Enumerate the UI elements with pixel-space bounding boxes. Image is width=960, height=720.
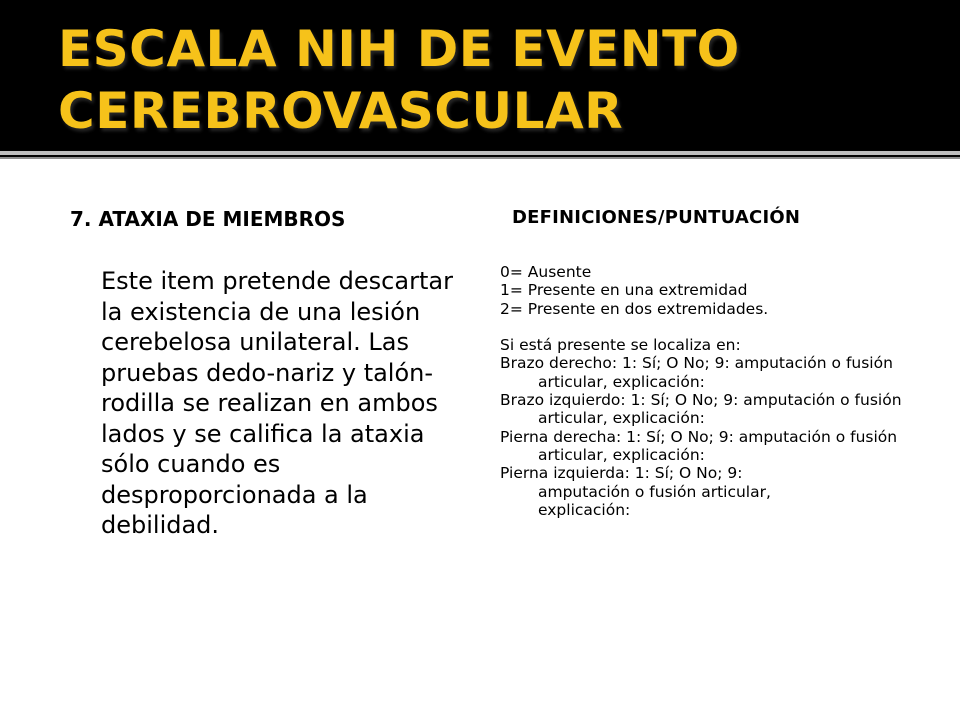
score-0: 0= Ausente xyxy=(500,263,592,281)
definitions-heading: DEFINICIONES/PUNTUACIÓN xyxy=(512,207,801,228)
title-divider xyxy=(0,151,960,155)
location-right-leg: Pierna derecha: 1: Sí; O No; 9: amputación o fusión articular, explicación: xyxy=(500,427,898,464)
content-area xyxy=(0,159,960,720)
title-line-1: ESCALA NIH DE EVENTO xyxy=(58,20,740,78)
slide-title xyxy=(58,18,938,142)
item-description: Este item pretende descartar la existencia de una lesión cerebelosa unilateral. Las pruebas dedo-nariz y talón-rodilla se realizan en ambos lados y se califica la ataxia sólo cuando es desproporcionada a la debilidad. xyxy=(101,267,453,539)
location-intro: Si está presente se localiza en: xyxy=(500,336,741,355)
score-2: 2= Presente en dos extremidades. xyxy=(500,299,769,318)
title-line-2: CEREBROVASCULAR xyxy=(58,82,624,140)
location-right-arm: Brazo derecho: 1: Sí; O No; 9: amputación o fusión articular, explicación: xyxy=(500,354,893,391)
location-left-arm: Brazo izquierdo: 1: Sí; O No; 9: amputación o fusión articular, explicación: xyxy=(500,391,902,428)
score-1: 1= Presente en una extremidad xyxy=(500,281,748,300)
section-heading: 7. ATAXIA DE MIEMBROS xyxy=(70,207,346,231)
title-bar xyxy=(0,0,960,150)
definitions-list xyxy=(500,263,920,519)
spacer xyxy=(500,318,920,336)
location-left-leg: Pierna izquierda: 1: Sí; O No; 9: amputación o fusión articular, explicación: xyxy=(500,464,771,519)
